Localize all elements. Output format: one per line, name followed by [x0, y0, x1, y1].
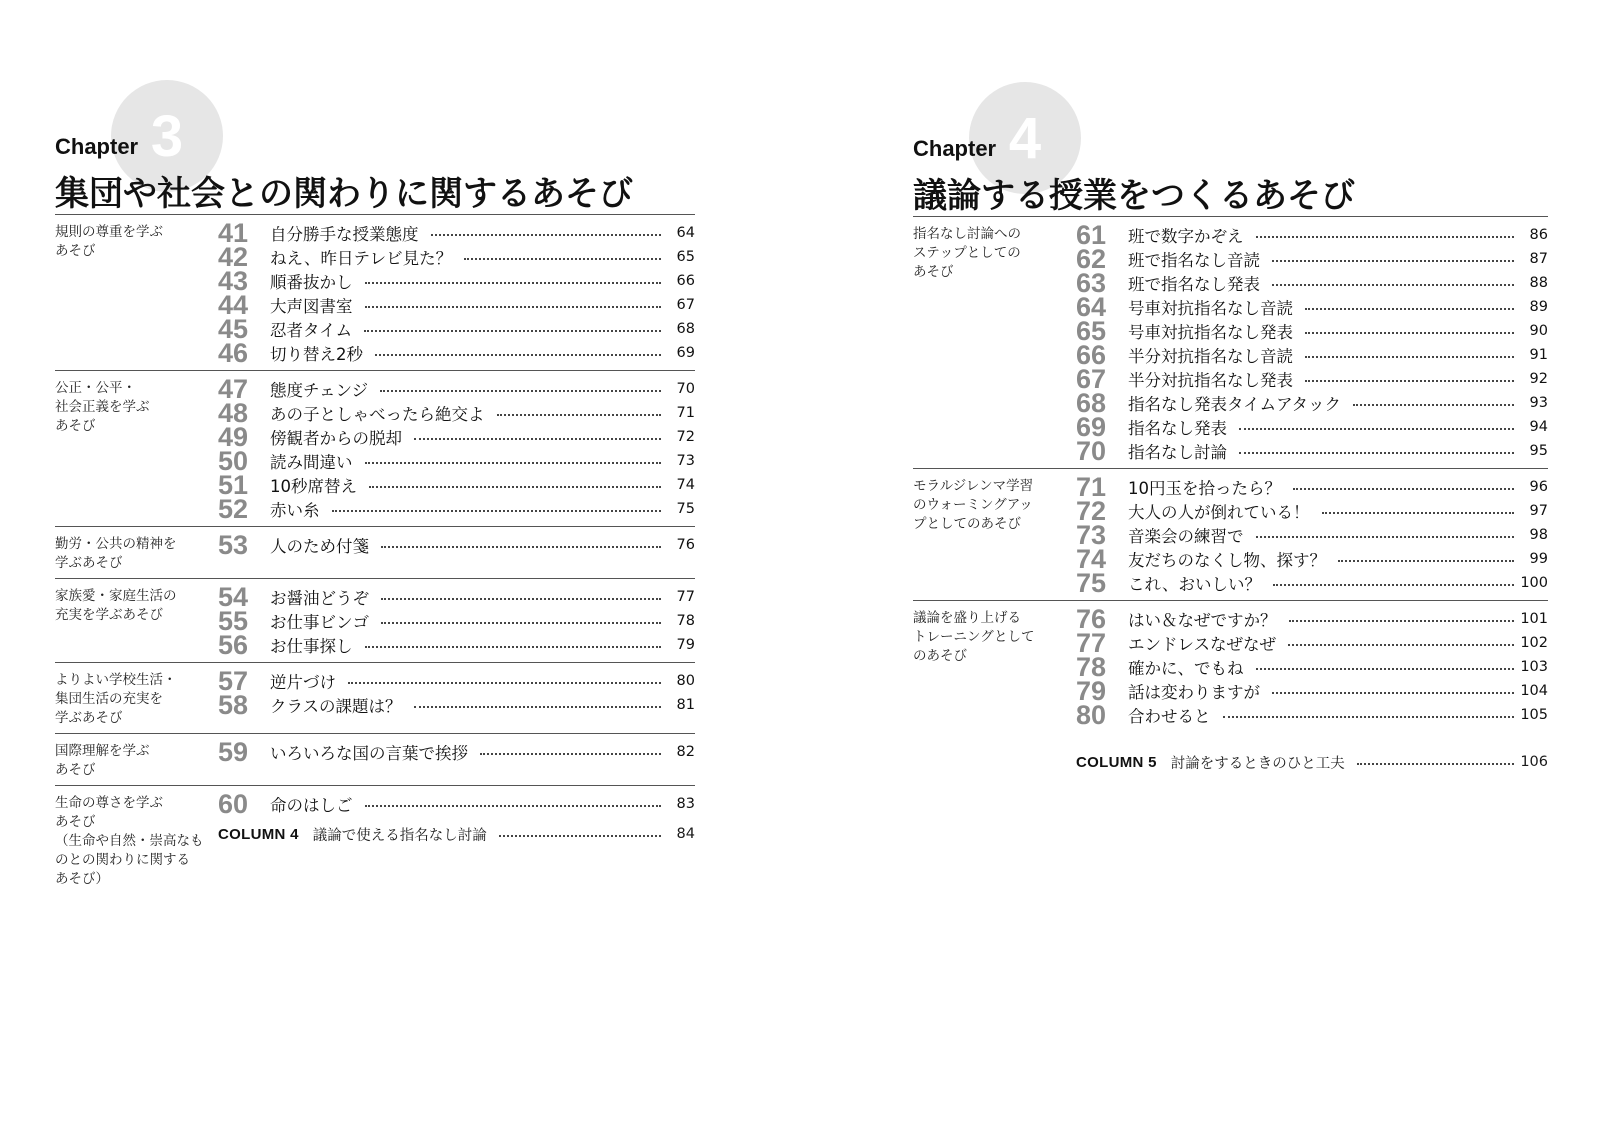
page-number: 75: [676, 501, 695, 517]
page-number: 69: [676, 345, 695, 361]
page-number: 78: [676, 613, 695, 629]
toc-entry[interactable]: [1076, 220, 1548, 250]
entry-title: 忍者タイム: [270, 321, 353, 340]
section-label-line: あそび: [55, 243, 96, 259]
entry-number: 63: [1076, 268, 1107, 298]
toc-entry[interactable]: [1076, 364, 1548, 394]
dot-leader: [499, 835, 661, 837]
entry-title: 逆片づけ: [270, 673, 336, 692]
entry-number: 57: [218, 666, 249, 696]
toc-entry[interactable]: [1076, 472, 1548, 502]
toc-entry[interactable]: [218, 338, 695, 368]
page-number: 65: [676, 249, 695, 265]
section-label-line: （生命や自然・崇高なも: [55, 833, 204, 849]
entry-title: 確かに、でもね: [1128, 659, 1244, 678]
page-number: 106: [1520, 754, 1548, 770]
chapter-label: Chapter: [55, 134, 139, 159]
entry-title: 話は変わりますが: [1128, 683, 1260, 702]
entry-number: 77: [1076, 628, 1107, 658]
toc-entry[interactable]: [218, 422, 695, 452]
toc-entry[interactable]: [218, 290, 695, 320]
entry-title: お仕事ビンゴ: [270, 613, 369, 632]
entry-number: 50: [218, 446, 249, 476]
page-number: 84: [676, 826, 695, 842]
toc-entry[interactable]: [218, 314, 695, 344]
section-label-line: 社会正義を学ぶ: [55, 399, 150, 415]
section-label-line: よりよい学校生活・: [55, 672, 177, 688]
entry-number: 65: [1076, 316, 1107, 346]
entry-number: 72: [1076, 496, 1107, 526]
section-label-line: トレーニングとして: [913, 629, 1035, 645]
dot-leader: [332, 510, 662, 512]
toc-entry[interactable]: [1076, 340, 1548, 370]
entry-number: 60: [218, 789, 249, 819]
page-number: 68: [676, 321, 695, 337]
entry-number: 55: [218, 606, 249, 636]
toc-sections: [55, 214, 695, 894]
chapter-header: [55, 0, 695, 214]
entry-title: 大人の人が倒れている！: [1128, 503, 1310, 522]
page-number: 72: [676, 429, 695, 445]
toc-entry[interactable]: [218, 374, 695, 404]
toc-entry[interactable]: [1076, 244, 1548, 274]
entry-title: 友だちのなくし物、探す？: [1128, 551, 1326, 570]
section-label: [55, 669, 218, 728]
toc-section: [55, 578, 695, 662]
dot-leader: [1256, 236, 1515, 238]
section-entries: [218, 218, 695, 368]
page-number: 101: [1520, 611, 1548, 627]
chapter-title: 集団や社会との関わりに関するあそび: [55, 174, 633, 214]
toc-entry[interactable]: [218, 530, 695, 560]
dot-leader: [1353, 404, 1514, 406]
dot-leader: [1272, 284, 1514, 286]
entry-number: 79: [1076, 676, 1107, 706]
toc-section: [55, 370, 695, 526]
toc-entry[interactable]: [218, 582, 695, 612]
toc-sections: [913, 216, 1548, 732]
entry-number: 67: [1076, 364, 1107, 394]
column-title: 議論で使える指名なし討論: [312, 827, 487, 844]
page-number: 82: [676, 744, 695, 760]
entry-number: 51: [218, 470, 249, 500]
entry-title: 指名なし討論: [1128, 443, 1227, 462]
page-number: 104: [1520, 683, 1548, 699]
toc-section: [913, 600, 1548, 732]
dot-leader: [381, 598, 661, 600]
chapter-title: 議論する授業をつくるあそび: [913, 176, 1355, 216]
dot-leader: [365, 462, 662, 464]
section-entries: [218, 789, 695, 889]
entry-number: 71: [1076, 472, 1107, 502]
entry-number: 48: [218, 398, 249, 428]
toc-entry[interactable]: [1076, 568, 1548, 598]
page-number: 67: [676, 297, 695, 313]
toc-entry[interactable]: [1076, 436, 1548, 466]
toc-entry[interactable]: [218, 218, 695, 248]
entry-number: 56: [218, 630, 249, 660]
dot-leader: [1223, 716, 1515, 718]
page-number: 81: [676, 697, 695, 713]
chapter-number: 3: [150, 103, 184, 169]
entry-number: 46: [218, 338, 249, 368]
toc-entry[interactable]: [218, 242, 695, 272]
dot-leader: [480, 753, 661, 755]
entry-number: 80: [1076, 700, 1107, 730]
toc-section: [55, 785, 695, 894]
toc-entry[interactable]: [1076, 496, 1548, 526]
page-number: 77: [676, 589, 695, 605]
toc-section: [913, 216, 1548, 468]
section-label-line: 家族愛・家庭生活の: [55, 588, 177, 604]
section-entries: [218, 530, 695, 573]
toc-entry[interactable]: [1076, 544, 1548, 574]
toc-section: [55, 733, 695, 785]
section-label-line: 集団生活の充実を: [55, 691, 163, 707]
dot-leader: [1305, 308, 1514, 310]
entry-number: 61: [1076, 220, 1107, 250]
dot-leader: [348, 682, 661, 684]
section-label-line: のとの関わりに関する: [55, 852, 190, 868]
page-number: 105: [1520, 707, 1548, 723]
section-label-line: 議論を盛り上げる: [913, 610, 1021, 626]
page-number: 64: [676, 225, 695, 241]
dot-leader: [365, 805, 662, 807]
section-label: [913, 223, 1076, 463]
entry-title: 順番抜かし: [270, 273, 353, 292]
dot-leader: [380, 390, 661, 392]
page-number: 92: [1529, 371, 1548, 387]
chapter-3-toc: [55, 0, 695, 887]
page-number: 95: [1529, 443, 1548, 459]
section-label: [55, 740, 218, 780]
page-number: 79: [676, 637, 695, 653]
page-number: 87: [1529, 251, 1548, 267]
page-number: 88: [1529, 275, 1548, 291]
entry-number: 53: [218, 530, 249, 560]
toc-entry[interactable]: [218, 690, 695, 720]
entry-title: 半分対抗指名なし音読: [1128, 347, 1293, 366]
toc-entry[interactable]: [218, 606, 695, 636]
entry-title: 10秒席替え: [270, 477, 357, 496]
section-label-line: 学ぶあそび: [55, 710, 123, 726]
toc-section: [55, 214, 695, 370]
page-number: 73: [676, 453, 695, 469]
section-label-line: 指名なし討論への: [913, 226, 1021, 242]
page-number: 89: [1529, 299, 1548, 315]
section-label-line: のウォーミングアッ: [913, 497, 1033, 513]
column-entry[interactable]: [218, 822, 695, 846]
section-label-line: 生命の尊さを学ぶ: [55, 795, 163, 811]
dot-leader: [414, 438, 661, 440]
section-label-line: あそび: [55, 814, 96, 830]
entry-title: いろいろな国の言葉で挨拶: [270, 744, 468, 763]
dot-leader: [497, 414, 662, 416]
page-number: 80: [676, 673, 695, 689]
dot-leader: [1273, 584, 1514, 586]
entry-number: 44: [218, 290, 249, 320]
entry-number: 42: [218, 242, 249, 272]
dot-leader: [375, 354, 661, 356]
section-label-line: モラルジレンマ学習: [913, 478, 1034, 494]
page-number: 86: [1529, 227, 1548, 243]
toc-entry[interactable]: [1076, 676, 1548, 706]
dot-leader: [1305, 332, 1514, 334]
entry-number: 73: [1076, 520, 1107, 550]
entry-number: 64: [1076, 292, 1107, 322]
entry-title: 合わせると: [1128, 707, 1211, 726]
entry-title: 指名なし発表タイムアタック: [1128, 395, 1342, 414]
entry-title: ねえ、昨日テレビ見た？: [270, 249, 453, 268]
entry-number: 70: [1076, 436, 1107, 466]
section-label-line: あそび: [913, 264, 954, 280]
dot-leader: [1338, 560, 1514, 562]
section-label-line: 国際理解を学ぶ: [55, 743, 150, 759]
toc-entry[interactable]: [218, 266, 695, 296]
dot-leader: [1305, 380, 1514, 382]
page-number: 98: [1529, 527, 1548, 543]
section-entries: [218, 582, 695, 660]
toc-entry[interactable]: [1076, 700, 1548, 730]
dot-leader: [1272, 260, 1514, 262]
entry-title: お仕事探し: [270, 637, 353, 656]
chapter-4-toc: [913, 0, 1548, 772]
section-label: [913, 475, 1076, 595]
column-title: 討論をするときのひと工夫: [1170, 755, 1345, 772]
toc-entry[interactable]: [218, 666, 695, 696]
entry-title: 傍観者からの脱却: [270, 429, 402, 448]
entry-title: 号車対抗指名なし音読: [1128, 299, 1293, 318]
entry-number: 69: [1076, 412, 1107, 442]
section-entries: [218, 737, 695, 780]
toc-entry[interactable]: [1076, 604, 1548, 634]
section-label: [55, 792, 218, 889]
page-number: 74: [676, 477, 695, 493]
dot-leader: [431, 234, 662, 236]
section-label-line: 公正・公平・: [55, 380, 136, 396]
toc-entry[interactable]: [218, 494, 695, 524]
toc-entry[interactable]: [1076, 388, 1548, 418]
page-number: 99: [1529, 551, 1548, 567]
entry-number: 49: [218, 422, 249, 452]
column-block: [1076, 744, 1548, 774]
section-entries: [1076, 604, 1548, 730]
dot-leader: [365, 646, 662, 648]
page-number: 102: [1520, 635, 1548, 651]
page-number: 76: [676, 537, 695, 553]
entry-number: 47: [218, 374, 249, 404]
section-label-line: あそび）: [55, 871, 109, 887]
toc-entry[interactable]: [1076, 652, 1548, 682]
section-label: [55, 533, 218, 573]
entry-number: 59: [218, 737, 249, 767]
entry-title: 大声図書室: [270, 297, 353, 316]
toc-entry[interactable]: [218, 446, 695, 476]
dot-leader: [381, 546, 661, 548]
page-number: 71: [676, 405, 695, 421]
toc-entry[interactable]: [218, 470, 695, 500]
dot-leader: [1322, 512, 1515, 514]
dot-leader: [364, 330, 661, 332]
entry-title: 音楽会の練習で: [1128, 527, 1244, 546]
entry-number: 52: [218, 494, 249, 524]
chapter-number: 4: [1008, 105, 1042, 171]
page-number: 97: [1529, 503, 1548, 519]
section-label: [55, 377, 218, 521]
toc-entry[interactable]: [1076, 268, 1548, 298]
entry-title: 10円玉を拾ったら？: [1128, 479, 1281, 498]
entry-title: 班で指名なし発表: [1128, 275, 1260, 294]
entry-title: 人のため付箋: [270, 537, 369, 556]
entry-title: これ、おいしい？: [1128, 575, 1261, 594]
dot-leader: [1256, 668, 1515, 670]
section-label-line: 勤労・公共の精神を: [55, 536, 177, 552]
dot-leader: [1239, 452, 1514, 454]
toc-entry[interactable]: [218, 737, 695, 767]
entry-title: 号車対抗指名なし発表: [1128, 323, 1293, 342]
page-number: 94: [1529, 419, 1548, 435]
section-label: [55, 221, 218, 365]
section-label: [913, 607, 1076, 727]
column-label: COLUMN 5: [1076, 753, 1157, 771]
section-label: [55, 585, 218, 657]
section-label-line: 学ぶあそび: [55, 555, 123, 571]
dot-leader: [414, 706, 661, 708]
dot-leader: [1289, 620, 1515, 622]
page-number: 96: [1529, 479, 1548, 495]
entry-title: 態度チェンジ: [270, 381, 369, 400]
entry-number: 58: [218, 690, 249, 720]
toc-entry[interactable]: [1076, 628, 1548, 658]
entry-title: エンドレスなぜなぜ: [1128, 635, 1277, 654]
chapter-label: Chapter: [913, 136, 997, 161]
entry-title: はい＆なぜですか？: [1128, 611, 1277, 630]
dot-leader: [464, 258, 661, 260]
entry-title: あの子としゃべったら絶交よ: [270, 405, 485, 424]
dot-leader: [1305, 356, 1514, 358]
section-label-line: あそび: [55, 762, 96, 778]
section-label-line: プとしてのあそび: [913, 516, 1021, 532]
entry-title: 指名なし発表: [1128, 419, 1227, 438]
toc-entry[interactable]: [218, 630, 695, 660]
dot-leader: [381, 622, 661, 624]
entry-title: 自分勝手な授業態度: [270, 225, 419, 244]
entry-title: 班で数字かぞえ: [1128, 227, 1244, 246]
page-number: 66: [676, 273, 695, 289]
toc-entry[interactable]: [1076, 412, 1548, 442]
entry-title: 命のはしご: [270, 796, 353, 815]
entry-number: 75: [1076, 568, 1107, 598]
column-label: COLUMN 4: [218, 825, 299, 843]
toc-entry[interactable]: [1076, 316, 1548, 346]
entry-title: 切り替え2秒: [270, 345, 363, 364]
entry-number: 66: [1076, 340, 1107, 370]
dot-leader: [1272, 692, 1514, 694]
dot-leader: [365, 282, 662, 284]
section-entries: [1076, 220, 1548, 466]
toc-section: [913, 468, 1548, 600]
entry-title: お醤油どうぞ: [270, 589, 369, 608]
page-number: 83: [676, 796, 695, 812]
entry-title: 読み間違い: [270, 453, 353, 472]
toc-entry[interactable]: [1076, 292, 1548, 322]
page-number: 100: [1520, 575, 1548, 591]
entry-number: 54: [218, 582, 249, 612]
entry-number: 76: [1076, 604, 1107, 634]
entry-number: 45: [218, 314, 249, 344]
entry-number: 68: [1076, 388, 1107, 418]
page-number: 90: [1529, 323, 1548, 339]
entry-number: 62: [1076, 244, 1107, 274]
dot-leader: [365, 306, 662, 308]
dot-leader: [1288, 644, 1514, 646]
page-number: 93: [1529, 395, 1548, 411]
page-number: 70: [676, 381, 695, 397]
entry-title: クラスの課題は？: [270, 697, 402, 716]
section-entries: [1076, 472, 1548, 598]
column-entry[interactable]: [1076, 750, 1548, 774]
entry-title: 班で指名なし音読: [1128, 251, 1260, 270]
section-entries: [218, 374, 695, 524]
section-entries: [218, 666, 695, 728]
dot-leader: [1357, 763, 1514, 765]
entry-number: 78: [1076, 652, 1107, 682]
dot-leader: [1256, 536, 1515, 538]
entry-title: 半分対抗指名なし発表: [1128, 371, 1293, 390]
entry-number: 43: [218, 266, 249, 296]
dot-leader: [1293, 488, 1514, 490]
toc-entry[interactable]: [218, 789, 695, 819]
page-number: 91: [1529, 347, 1548, 363]
toc-entry[interactable]: [1076, 520, 1548, 550]
section-label-line: のあそび: [913, 648, 967, 664]
entry-number: 74: [1076, 544, 1107, 574]
section-label-line: あそび: [55, 418, 96, 434]
section-label-line: ステップとしての: [913, 245, 1021, 261]
toc-entry[interactable]: [218, 398, 695, 428]
dot-leader: [369, 486, 661, 488]
section-label-line: 規則の尊重を学ぶ: [55, 224, 163, 240]
toc-section: [55, 662, 695, 733]
dot-leader: [1239, 428, 1514, 430]
chapter-header: [913, 0, 1548, 216]
entry-title: 赤い糸: [270, 501, 320, 520]
toc-section: [55, 526, 695, 578]
page-number: 103: [1520, 659, 1548, 675]
section-label-line: 充実を学ぶあそび: [55, 607, 163, 623]
entry-number: 41: [218, 218, 249, 248]
